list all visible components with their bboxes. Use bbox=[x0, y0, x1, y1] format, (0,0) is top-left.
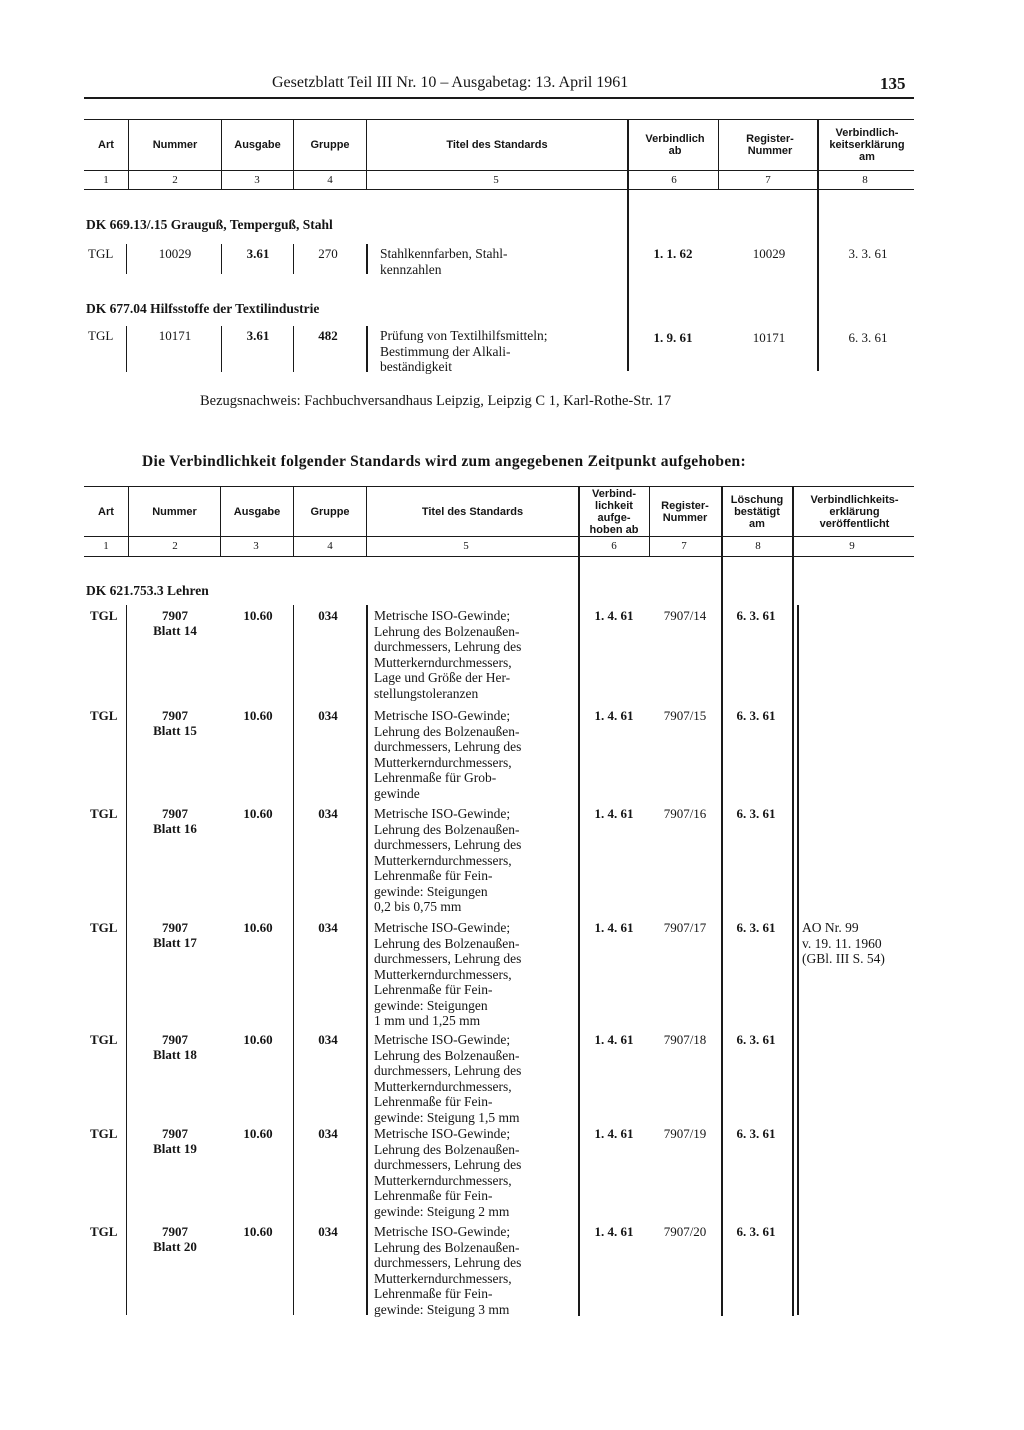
titel bbox=[374, 1032, 521, 1125]
t1-col-nummer: Nummer bbox=[152, 139, 198, 151]
art: TGL bbox=[90, 608, 118, 623]
art: TGL bbox=[90, 1126, 118, 1141]
titel-line: Metrische ISO-Gewinde; bbox=[374, 708, 511, 723]
nummer: 10029 bbox=[158, 246, 192, 261]
art: TGL bbox=[88, 246, 114, 261]
titel-line: Mutterkerndurchmessers, bbox=[374, 1078, 512, 1094]
titel-line: Metrische ISO-Gewinde; bbox=[374, 1126, 511, 1141]
gruppe: 034 bbox=[318, 608, 338, 623]
titel-line: kennzahlen bbox=[380, 261, 442, 277]
titel bbox=[380, 328, 548, 375]
titel-line: Bestimmung der Alkali- bbox=[380, 343, 511, 359]
nummer: 10171 bbox=[158, 328, 192, 343]
titel-line: Metrische ISO-Gewinde; bbox=[374, 1032, 511, 1047]
titel-line: 0,2 bis 0,75 mm bbox=[374, 899, 462, 914]
gruppe: 034 bbox=[318, 1126, 338, 1141]
titel-line: Lehrung des Bolzenaußen- bbox=[374, 1239, 520, 1255]
titel-line: Lehrung des Bolzenaußen- bbox=[374, 623, 520, 639]
loeschung: 6. 3. 61 bbox=[736, 1224, 776, 1239]
titel-line: Metrische ISO-Gewinde; bbox=[374, 1224, 511, 1239]
t1-col-art: Art bbox=[98, 139, 114, 151]
t1-colnum: 4 bbox=[327, 174, 333, 186]
blatt: Blatt 17 bbox=[153, 935, 197, 950]
titel-line: gewinde: Steigungen bbox=[374, 997, 488, 1013]
titel-line: gewinde: Steigung 2 mm bbox=[374, 1203, 510, 1219]
titel-line: Lehrung des Bolzenaußen- bbox=[374, 723, 520, 739]
gruppe: 034 bbox=[318, 920, 338, 935]
t2-colnum: 1 bbox=[103, 540, 109, 552]
loeschung: 6. 3. 61 bbox=[736, 920, 776, 935]
ausgabe: 3.61 bbox=[246, 246, 270, 261]
t2-col-register: Register-Nummer bbox=[661, 499, 709, 524]
titel-line: Stahlkennfarben, Stahl- bbox=[380, 246, 508, 261]
titel-line: beständigkeit bbox=[380, 359, 452, 374]
t2-col-veroeffentlicht: Verbindlichkeits-erklärung veröffentlicht bbox=[810, 493, 899, 530]
nummer: 7907 bbox=[162, 1032, 188, 1047]
ausgabe: 10.60 bbox=[243, 1224, 273, 1239]
titel-line: durchmessers, Lehrung des bbox=[374, 837, 522, 852]
titel-line: Lehrenmaße für Fein- bbox=[374, 1286, 493, 1301]
titel-line: durchmessers, Lehrung des bbox=[374, 1157, 522, 1172]
ausgabe: 10.60 bbox=[243, 708, 273, 723]
titel-line: Lehrenmaße für Fein- bbox=[374, 868, 493, 883]
t2-col-titel: Titel des Standards bbox=[421, 505, 524, 518]
nummer: 7907 bbox=[162, 1224, 188, 1239]
ausgabe: 10.60 bbox=[243, 806, 273, 821]
loeschung: 6. 3. 61 bbox=[736, 608, 776, 623]
titel-line: Lehrung des Bolzenaußen- bbox=[374, 1047, 520, 1063]
register: 7907/14 bbox=[663, 608, 707, 623]
blatt: Blatt 14 bbox=[153, 623, 197, 638]
running-title: Gesetzblatt Teil III Nr. 10 – Ausgabetag: 13. April 1961 bbox=[272, 74, 629, 91]
art: TGL bbox=[90, 708, 118, 723]
titel bbox=[374, 608, 521, 701]
titel-line: Mutterkerndurchmessers, bbox=[374, 754, 512, 770]
ausgabe: 10.60 bbox=[243, 1126, 273, 1141]
register: 7907/20 bbox=[663, 1224, 707, 1239]
blatt: Blatt 15 bbox=[153, 723, 197, 738]
blatt: Blatt 18 bbox=[153, 1047, 197, 1062]
register: 7907/17 bbox=[663, 920, 707, 935]
art: TGL bbox=[90, 1224, 118, 1239]
titel-line: Mutterkerndurchmessers, bbox=[374, 654, 512, 670]
ausgabe: 10.60 bbox=[243, 1032, 273, 1047]
loeschung: 6. 3. 61 bbox=[736, 1126, 776, 1141]
ausgabe: 10.60 bbox=[243, 920, 273, 935]
titel-line: durchmessers, Lehrung des bbox=[374, 1063, 522, 1078]
nummer: 7907 bbox=[162, 708, 188, 723]
t2-col-loeschung: Löschung bestätigt am bbox=[730, 493, 784, 530]
titel-line: gewinde: Steigung 1,5 mm bbox=[374, 1109, 520, 1125]
section-heading: Die Verbindlichkeit folgender Standards wird zum angegebenen Zeitpunkt aufgehoben: bbox=[142, 453, 746, 470]
register: 7907/16 bbox=[663, 806, 707, 821]
nummer: 7907 bbox=[162, 806, 188, 821]
titel-line: Mutterkerndurchmessers, bbox=[374, 966, 512, 982]
titel-line: gewinde bbox=[374, 785, 420, 801]
t1-colnum: 6 bbox=[671, 174, 677, 186]
blatt: Blatt 20 bbox=[153, 1239, 197, 1254]
ausgabe: 3.61 bbox=[246, 328, 270, 343]
titel-line: Metrische ISO-Gewinde; bbox=[374, 608, 511, 623]
aufgehoben-ab: 1. 4. 61 bbox=[594, 920, 634, 935]
t2-colnum: 9 bbox=[849, 540, 855, 552]
register: 10171 bbox=[752, 330, 786, 345]
titel-line: durchmessers, Lehrung des bbox=[374, 639, 522, 654]
t2-col-gruppe: Gruppe bbox=[310, 505, 350, 518]
gruppe: 034 bbox=[318, 708, 338, 723]
t2-colnum: 8 bbox=[755, 540, 761, 552]
erklaerung: 3. 3. 61 bbox=[848, 246, 888, 261]
titel bbox=[374, 708, 521, 801]
veroeffentlicht-line: (GBl. III S. 54) bbox=[802, 951, 885, 966]
titel-line: Lehrung des Bolzenaußen- bbox=[374, 935, 520, 951]
t2-col-ausgabe: Ausgabe bbox=[233, 505, 281, 518]
aufgehoben-ab: 1. 4. 61 bbox=[594, 608, 634, 623]
art: TGL bbox=[88, 328, 114, 343]
gruppe: 034 bbox=[318, 806, 338, 821]
t2-colnum: 7 bbox=[681, 540, 687, 552]
titel-line: Mutterkerndurchmessers, bbox=[374, 1270, 512, 1286]
verbindlich-ab: 1. 1. 62 bbox=[653, 246, 693, 261]
titel-line: Lehrenmaße für Grob- bbox=[374, 770, 497, 785]
register: 7907/15 bbox=[663, 708, 707, 723]
register: 7907/19 bbox=[663, 1126, 707, 1141]
titel-line: stellungstoleranzen bbox=[374, 685, 479, 701]
titel-line: Lehrenmaße für Fein- bbox=[374, 982, 493, 997]
titel-line: Lehrung des Bolzenaußen- bbox=[374, 821, 520, 837]
nummer: 7907 bbox=[162, 608, 188, 623]
titel-line: Lehrenmaße für Fein- bbox=[374, 1188, 493, 1203]
nummer: 7907 bbox=[162, 1126, 188, 1141]
aufgehoben-ab: 1. 4. 61 bbox=[594, 1032, 634, 1047]
t1-section-heading: DK 677.04 Hilfsstoffe der Textilindustrie bbox=[86, 301, 320, 316]
titel bbox=[374, 920, 521, 1029]
bezugsnachweis: Bezugsnachweis: Fachbuchversandhaus Leipzig, Leipzig C 1, Karl-Rothe-Str. 17 bbox=[200, 393, 672, 409]
veroeffentlicht-line: v. 19. 11. 1960 bbox=[802, 935, 882, 951]
t2-colnum: 6 bbox=[611, 540, 617, 552]
titel-line: 1 mm und 1,25 mm bbox=[374, 1013, 481, 1028]
titel-line: gewinde: Steigungen bbox=[374, 883, 488, 899]
loeschung: 6. 3. 61 bbox=[736, 1032, 776, 1047]
header-rule bbox=[84, 97, 914, 99]
loeschung: 6. 3. 61 bbox=[736, 806, 776, 821]
register: 10029 bbox=[752, 246, 786, 261]
aufgehoben-ab: 1. 4. 61 bbox=[594, 1126, 634, 1141]
art: TGL bbox=[90, 806, 118, 821]
aufgehoben-ab: 1. 4. 61 bbox=[594, 1224, 634, 1239]
titel-line: durchmessers, Lehrung des bbox=[374, 739, 522, 754]
art: TGL bbox=[90, 920, 118, 935]
t1-col-ausgabe: Ausgabe bbox=[234, 139, 281, 151]
gruppe: 034 bbox=[318, 1224, 338, 1239]
aufgehoben-ab: 1. 4. 61 bbox=[594, 708, 634, 723]
blatt: Blatt 19 bbox=[153, 1141, 197, 1156]
t1-col-gruppe: Gruppe bbox=[310, 139, 350, 151]
t2-col-art: Art bbox=[98, 505, 114, 518]
t2-section-heading: DK 621.753.3 Lehren bbox=[86, 583, 209, 598]
loeschung: 6. 3. 61 bbox=[736, 708, 776, 723]
t1-col-titel: Titel des Standards bbox=[446, 139, 548, 151]
gruppe: 034 bbox=[318, 1032, 338, 1047]
veroeffentlicht bbox=[802, 920, 885, 967]
t2-colnum: 2 bbox=[172, 540, 178, 552]
titel-line: Mutterkerndurchmessers, bbox=[374, 852, 512, 868]
verbindlich-ab: 1. 9. 61 bbox=[653, 330, 693, 345]
nummer: 7907 bbox=[162, 920, 188, 935]
titel bbox=[374, 1126, 521, 1219]
aufgehoben-ab: 1. 4. 61 bbox=[594, 806, 634, 821]
page-number: 135 bbox=[880, 74, 906, 93]
t2-col-nummer: Nummer bbox=[152, 505, 197, 518]
titel-line: Prüfung von Textilhilfsmitteln; bbox=[380, 328, 548, 343]
ausgabe: 10.60 bbox=[243, 608, 273, 623]
titel-line: Metrische ISO-Gewinde; bbox=[374, 806, 511, 821]
titel-line: Mutterkerndurchmessers, bbox=[374, 1172, 512, 1188]
art: TGL bbox=[90, 1032, 118, 1047]
titel bbox=[374, 806, 521, 915]
gruppe: 482 bbox=[318, 328, 338, 343]
t1-col-register: Register-Nummer bbox=[746, 133, 794, 157]
t1-colnum: 7 bbox=[765, 174, 771, 186]
t1-col-erklaerung: Verbindlich-keitserklärung am bbox=[829, 127, 905, 163]
t1-col-verbindlich: Verbindlich ab bbox=[645, 133, 705, 157]
t1-colnum: 5 bbox=[493, 174, 499, 186]
blatt: Blatt 16 bbox=[153, 821, 197, 836]
titel-line: gewinde: Steigung 3 mm bbox=[374, 1301, 510, 1317]
titel-line: durchmessers, Lehrung des bbox=[374, 951, 522, 966]
titel-line: durchmessers, Lehrung des bbox=[374, 1255, 522, 1270]
t2-colnum: 3 bbox=[253, 540, 259, 552]
titel-line: Metrische ISO-Gewinde; bbox=[374, 920, 511, 935]
titel bbox=[380, 246, 507, 277]
register: 7907/18 bbox=[663, 1032, 707, 1047]
t2-colnum: 5 bbox=[463, 540, 469, 552]
titel-line: Lehrenmaße für Fein- bbox=[374, 1094, 493, 1109]
t2-col-aufgehoben: Verbind-lichkeit aufge-hoben ab bbox=[589, 487, 639, 536]
titel bbox=[374, 1224, 521, 1317]
t2-colnum: 4 bbox=[327, 540, 333, 552]
titel-line: Lehrung des Bolzenaußen- bbox=[374, 1141, 520, 1157]
t1-colnum: 3 bbox=[254, 174, 260, 186]
t1-colnum: 8 bbox=[862, 174, 868, 186]
veroeffentlicht-line: AO Nr. 99 bbox=[802, 920, 859, 935]
t1-section-heading: DK 669.13/.15 Grauguß, Temperguß, Stahl bbox=[86, 217, 333, 232]
erklaerung: 6. 3. 61 bbox=[848, 330, 888, 345]
titel-line: Lage und Größe der Her- bbox=[374, 670, 511, 685]
t1-colnum: 1 bbox=[103, 174, 109, 186]
gruppe: 270 bbox=[318, 246, 338, 261]
t1-colnum: 2 bbox=[172, 174, 178, 186]
